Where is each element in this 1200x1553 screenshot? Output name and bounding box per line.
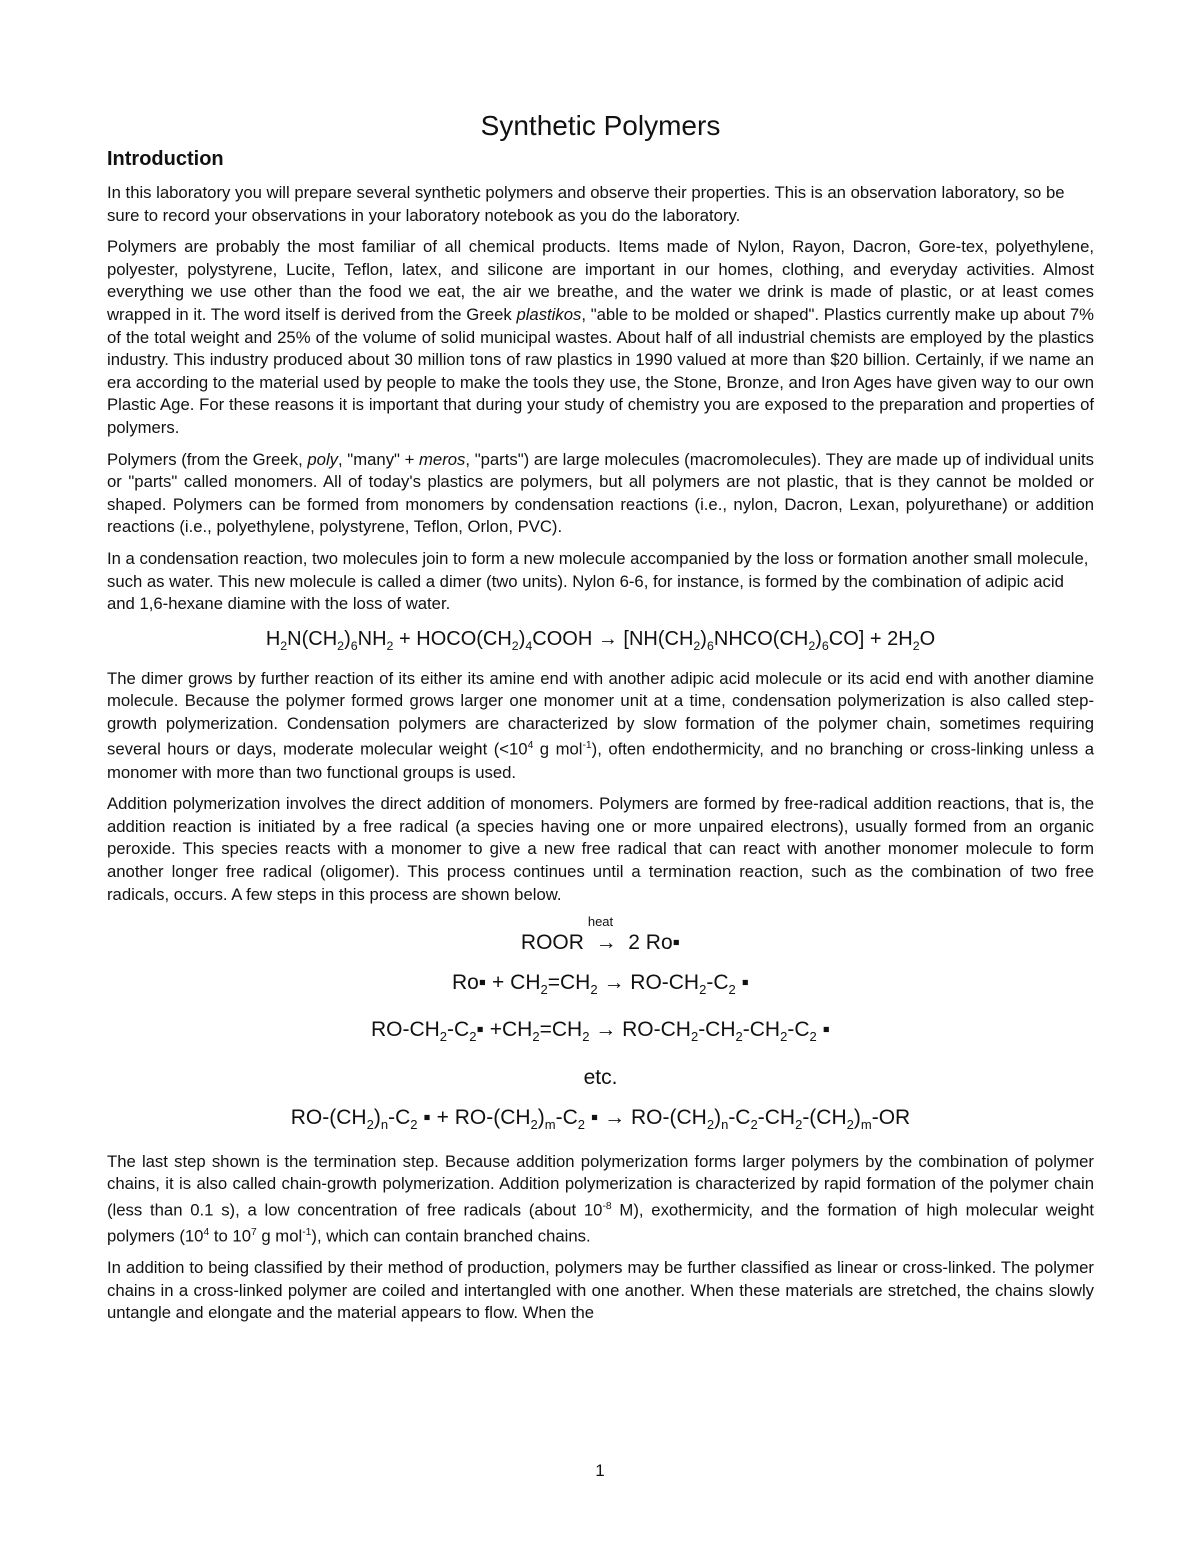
equation-initiation: ROOR → 2 Ro▪ <box>520 931 681 955</box>
equation-etc: etc. <box>583 1065 618 1089</box>
page-number: 1 <box>595 1461 605 1480</box>
section-heading-introduction: Introduction <box>107 148 224 170</box>
paragraph-5: The dimer grows by further reaction of its either its amine end with another adipic acid molecule or its acid end with another diamine molecule. Because the polymer formed grows larger one monomer unit at a time, condensation polymerization is also called step-growth polymerization. Condensation polymers are characterized by slow formation of the polymer chain, sometimes requiring several hours or days, moderate molecular weight ($<10^4$ g mol$^{-1}$), often endothermicity, and no branching or cross-linking unless a monomer with more than two functional groups is used. <box>107 668 1094 782</box>
heat-label: heat <box>587 914 614 930</box>
paragraph-8: In addition to being classified by their method of production, polymers may be further classified as linear or cross-linked. The polymer chains in a cross-linked polymer are coiled and intertangled with one another. When these materials are stretched, the chains slowly untangle and elongate and the material appears to flow. When the <box>107 1258 1094 1323</box>
equation-propagation-2: $RO-CH_2-C_2▪ +CH_2=CH_2 \to RO-CH_2-CH_2-CH_2-C_2$ ▪ <box>370 1018 831 1045</box>
equation-termination: $RO-(CH_2)_n-C_2$ ▪ + $RO-(CH_2)_m-C_2$ ▪ → $RO-(CH_2)_n-C_2-CH_2-(CH_2)_m-OR$ <box>290 1105 911 1132</box>
paragraph-2: Polymers are probably the most familiar of all chemical products. Items made of Nylon, Rayon, Dacron, Gore-tex, polyethylene, polyester, polystyrene, Lucite, Teflon, latex, and silicone are important in our homes, clothing, and everyday activities. Almost everything we use other than the food we eat, the air we breathe, and the water we drink is made of plastic, or at least comes wrapped in it. The word itself is derived from the Greek plastikos, "able to be molded or shaped". Plastics currently make up about 7% of the total weight and 25% of the volume of solid municipal wastes. About half of all industrial chemists are employed by the plastics industry. This industry produced about 30 million tons of raw plastics in 1990 valued at more than $20 billion. Certainly, if we name an era according to the material used by people to make the tools they use, the Stone, Bronze, and Iron Ages have given way to our own Plastic Age. For these reasons it is important that during your study of chemistry you are exposed to the preparation and properties of polymers. <box>107 237 1094 437</box>
equation-nylon-condensation: $H_2N(CH_2)_6NH_2$ + $HOCO(CH_2)_4COOH$ → $[NH(CH_2)_6NHCO(CH_2)_6CO] + 2H_2O$ <box>265 627 936 653</box>
page-title: Synthetic Polymers <box>480 110 721 141</box>
equation-propagation-1: Ro▪ + $CH_2=CH_2 \to RO-CH_2-C_2$ ▪ <box>451 971 750 998</box>
page-content <box>107 106 1094 1334</box>
paragraph-4: In a condensation reaction, two molecules join to form a new molecule accompanied by the loss or formation another small molecule, such as water. This new molecule is called a dimer (two units). Nylon 6-6, for instance, is formed by the combination of adipic acid and 1,6-hexane diamine with the loss of water. <box>107 548 1089 614</box>
paragraph-3: Polymers (from the Greek, poly, "many" + meros, "parts") are large molecules (macromolecules). They are made up of individual units or "parts" called monomers. All of today's plastics are polymers, but all polymers are not plastic, that is they cannot be molded or shaped. Polymers can be formed from monomers by condensation reactions (i.e., nylon, Dacron, Lexan, polyurethane) or addition reactions (i.e., polyethylene, polystyrene, Teflon, Orlon, PVC). <box>107 449 1094 537</box>
addition-equations <box>107 915 1094 1139</box>
paragraph-6: Addition polymerization involves the direct addition of monomers. Polymers are formed by free-radical addition reactions, that is, the addition reaction is initiated by a free radical (a species having one or more unpaired electrons), usually formed from an organic peroxide. This species reacts with a monomer to give a new free radical that can react with another monomer molecule to form another longer free radical (oligomer). This process continues until a termination reaction, such as the combination of two free radicals, occurs. A few steps in this process are shown below. <box>107 794 1094 904</box>
paragraph-7: The last step shown is the termination step. Because addition polymerization forms larger polymers by the combination of polymer chains, it is also called chain-growth polymerization. Addition polymerization is characterized by rapid formation of the polymer chain (less than 0.1 s), a low concentration of free radicals (about $10^{-8}$ M), exothermicity, and the formation of high molecular weight polymers ($10^4$ to $10^7$ g mol$^{-1}$), which can contain branched chains. <box>107 1151 1094 1246</box>
paragraph-1: In this laboratory you will prepare several synthetic polymers and observe their properties. This is an observation laboratory, so be sure to record your observations in your laboratory notebook as you do the laboratory. <box>107 183 1065 225</box>
